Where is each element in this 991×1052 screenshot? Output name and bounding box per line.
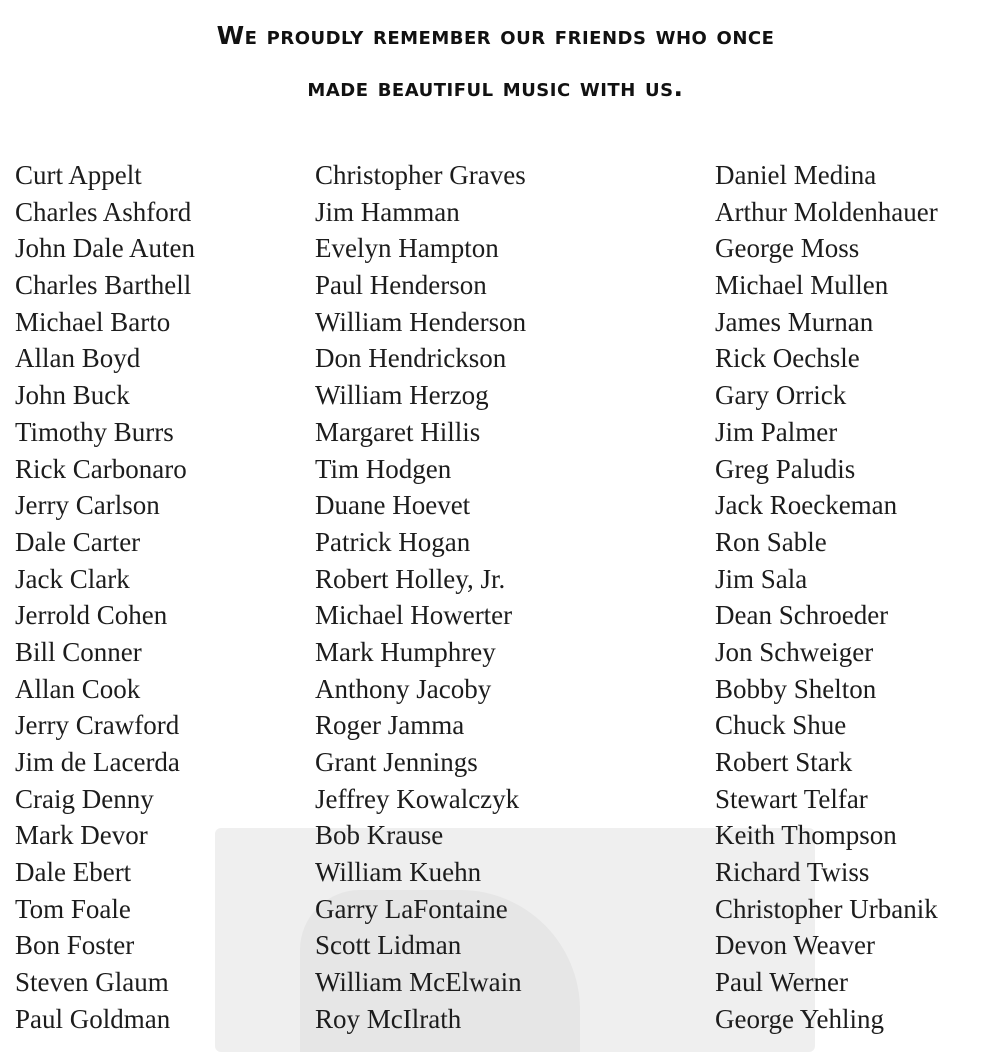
name-entry: Robert Holley, Jr. <box>315 563 506 594</box>
name-entry: Duane Hoevet <box>315 490 471 521</box>
name-entry: Anthony Jacoby <box>315 673 492 704</box>
name-entry: Scott Lidman <box>315 930 462 961</box>
name-entry: Grant Jennings <box>315 747 478 777</box>
name-entry: Ron Sable <box>715 526 827 557</box>
name-entry: Bill Conner <box>15 636 142 667</box>
name-entry: Jon Schweiger <box>715 636 874 667</box>
name-entry: Dale Carter <box>15 526 141 557</box>
name-entry: Timothy Burrs <box>15 416 174 447</box>
name-entry: Jim Sala <box>715 563 808 594</box>
heading-line-2: made beautiful music with us. <box>307 73 684 102</box>
name-entry: William Kuehn <box>315 857 482 888</box>
names-column-3 <box>715 157 938 1038</box>
name-entry: Chuck Shue <box>715 710 847 741</box>
name-entry: Dean Schroeder <box>715 600 889 631</box>
name-entry: Don Hendrickson <box>315 343 507 374</box>
name-entry: Jim Hamman <box>315 196 460 227</box>
heading-line-1: We proudly remember our friends who once <box>216 21 775 50</box>
name-entry: Christopher Graves <box>315 160 526 190</box>
name-entry: Roger Jamma <box>315 710 465 741</box>
name-entry: Patrick Hogan <box>315 526 471 557</box>
name-entry: Allan Boyd <box>15 343 141 374</box>
name-entry: Charles Ashford <box>15 196 192 227</box>
name-entry: Paul Goldman <box>15 1003 171 1034</box>
name-entry: William Henderson <box>315 306 527 337</box>
name-entry: Michael Mullen <box>715 270 889 301</box>
memorial-heading <box>0 14 991 102</box>
name-entry: Robert Stark <box>715 747 853 777</box>
name-entry: Jerrold Cohen <box>15 600 168 631</box>
name-entry: Greg Paludis <box>715 453 856 484</box>
name-entry: James Murnan <box>715 306 874 337</box>
name-entry: Jack Clark <box>15 563 130 594</box>
name-entry: Mark Humphrey <box>315 636 496 667</box>
name-entry: Keith Thompson <box>715 820 897 851</box>
name-entry: Richard Twiss <box>715 857 870 888</box>
name-entry: Allan Cook <box>15 673 141 704</box>
name-entry: John Dale Auten <box>15 233 195 264</box>
name-entry: Paul Werner <box>715 967 849 998</box>
name-entry: Charles Barthell <box>15 270 192 301</box>
name-entry: Dale Ebert <box>15 857 132 888</box>
name-entry: Arthur Moldenhauer <box>715 196 938 227</box>
name-entry: William Herzog <box>315 380 489 411</box>
name-entry: Jeffrey Kowalczyk <box>315 783 520 814</box>
name-entry: Devon Weaver <box>715 930 876 961</box>
name-entry: Bobby Shelton <box>715 673 877 704</box>
name-entry: Stewart Telfar <box>715 783 868 814</box>
name-entry: Jerry Carlson <box>15 490 160 521</box>
name-entry: Tom Foale <box>15 893 131 924</box>
name-entry: Craig Denny <box>15 783 154 814</box>
name-entry: George Moss <box>715 233 860 264</box>
names-columns <box>0 157 991 1037</box>
name-entry: Roy McIlrath <box>315 1003 462 1034</box>
name-entry: Mark Devor <box>15 820 148 851</box>
name-entry: Tim Hodgen <box>315 453 452 484</box>
name-entry: Steven Glaum <box>15 967 169 998</box>
name-entry: Paul Henderson <box>315 270 487 301</box>
name-entry: Jack Roeckeman <box>715 490 898 521</box>
name-entry: Margaret Hillis <box>315 416 481 447</box>
names-column-2 <box>315 157 526 1038</box>
name-entry: Evelyn Hampton <box>315 233 499 264</box>
name-entry: Jim de Lacerda <box>15 747 180 777</box>
name-entry: Jerry Crawford <box>15 710 180 741</box>
name-entry: Christopher Urbanik <box>715 893 938 924</box>
name-entry: Bob Krause <box>315 820 444 851</box>
name-entry: Rick Carbonaro <box>15 453 187 484</box>
name-entry: Curt Appelt <box>15 160 142 190</box>
name-entry: Rick Oechsle <box>715 343 860 374</box>
names-column-1 <box>15 157 195 1038</box>
name-entry: Michael Howerter <box>315 600 513 631</box>
name-entry: Garry LaFontaine <box>315 893 508 924</box>
name-entry: George Yehling <box>715 1003 885 1034</box>
name-entry: Michael Barto <box>15 306 171 337</box>
name-entry: John Buck <box>15 380 130 411</box>
name-entry: William McElwain <box>315 967 522 998</box>
name-entry: Bon Foster <box>15 930 135 961</box>
name-entry: Jim Palmer <box>715 416 838 447</box>
name-entry: Daniel Medina <box>715 160 877 190</box>
name-entry: Gary Orrick <box>715 380 847 411</box>
